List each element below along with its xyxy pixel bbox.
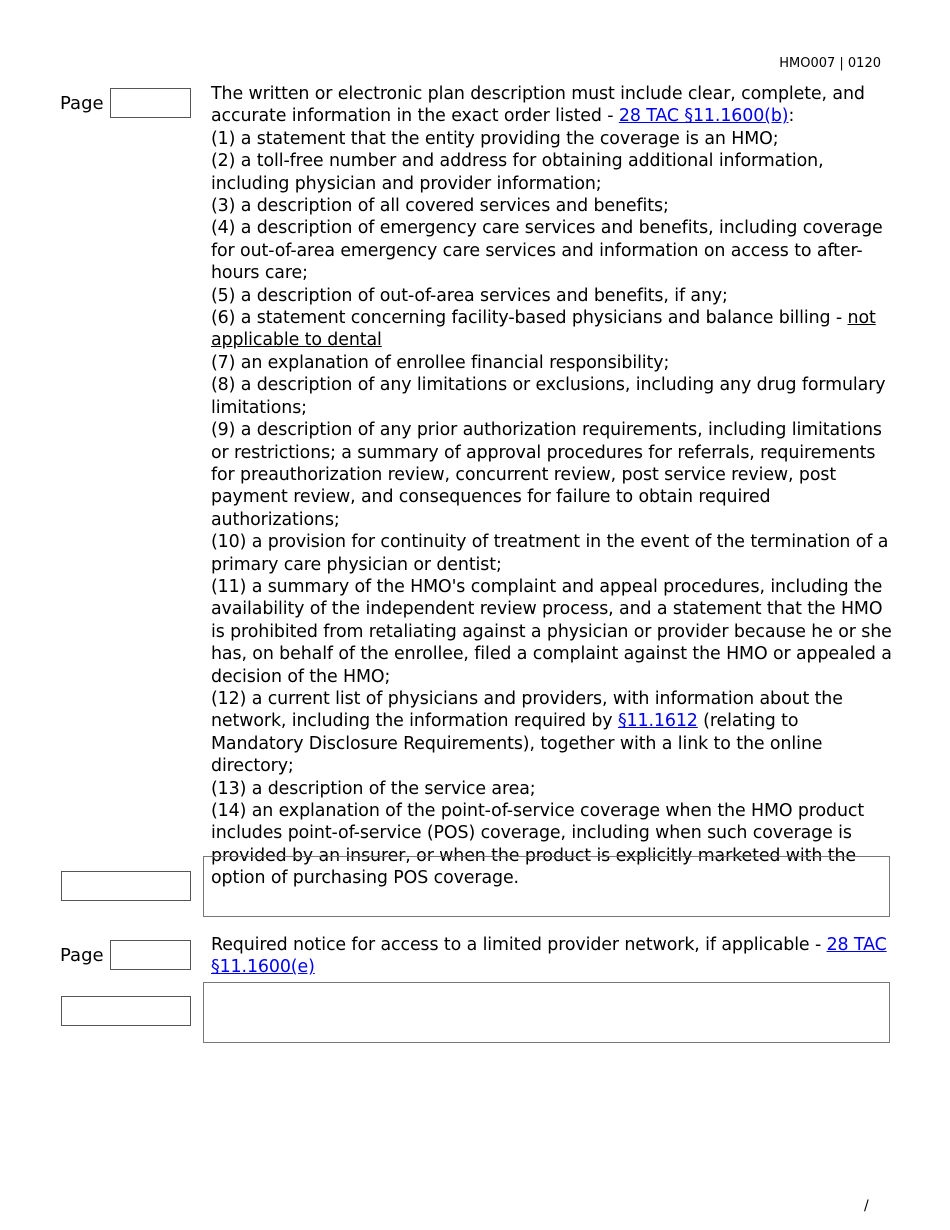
response-code-input-2[interactable] <box>61 996 191 1026</box>
page-label-1: Page <box>60 93 104 114</box>
list-item-11: (11) a summary of the HMO's complaint and appeal procedures, including the availability of the independent review process, and a statement that the HMO is prohibited from retaliating against a physician or provider because he or she has, on behalf of the enrollee, filed a complaint against the HMO or appealed a decision of the HMO; <box>211 576 892 687</box>
section-11-1612-link[interactable]: §11.1612 <box>617 711 698 732</box>
page-footer-mark: / <box>864 1198 869 1214</box>
page-number-input-2[interactable] <box>110 940 191 970</box>
list-item-5: (5) a description of out-of-area services and benefits, if any; <box>211 285 728 306</box>
list-item-9: (9) a description of any prior authorization requirements, including limitations or restrictions; a summary of approval procedures for referrals, requirements for preauthorization review, concurrent review, post service review, post payment review, and consequences for failure to obtain required authorizations; <box>211 420 882 530</box>
page-label-2: Page <box>60 945 104 966</box>
tac-11-1600b-link[interactable]: 28 TAC §11.1600(b) <box>618 106 789 127</box>
response-code-input-1[interactable] <box>61 871 191 901</box>
list-item-2: (2) a toll-free number and address for obtaining additional information, including physician and provider information; <box>211 151 824 194</box>
comment-box-1[interactable] <box>203 856 890 917</box>
page-number-input-1[interactable] <box>110 88 191 118</box>
comment-box-2[interactable] <box>203 982 890 1043</box>
plan-description-requirements <box>211 83 893 890</box>
tac-11-1600e-link[interactable]: 28 TAC §11.1600(e) <box>211 935 887 978</box>
list-item-8: (8) a description of any limitations or exclusions, including any drug formulary limitations; <box>211 375 886 418</box>
list-item-7: (7) an explanation of enrollee financial responsibility; <box>211 352 670 373</box>
list-item-3: (3) a description of all covered services and benefits; <box>211 196 669 217</box>
list-item-1: (1) a statement that the entity providing the coverage is an HMO; <box>211 128 779 149</box>
not-applicable-dental-note: not applicable to dental <box>211 308 876 351</box>
list-item-12: (12) a current list of physicians and providers, with information about the network, including the information required by §11.1612 (relating to Mandatory Disclosure Requirements), together with a link to the online directory; <box>211 688 843 777</box>
list-item-10: (10) a provision for continuity of treatment in the event of the termination of a primary care physician or dentist; <box>211 532 889 575</box>
limited-network-notice: Required notice for access to a limited provider network, if applicable - 28 TAC §11.1600(e) <box>211 935 887 978</box>
form-id: HMO007 | 0120 <box>779 56 881 71</box>
list-item-13: (13) a description of the service area; <box>211 778 536 799</box>
intro-paragraph: The written or electronic plan description must include clear, complete, and accurate information in the exact order listed - 28 TAC §11.1600(b): <box>211 84 865 127</box>
list-item-6: (6) a statement concerning facility-based physicians and balance billing - not applicable to dental <box>211 308 876 351</box>
list-item-14: (14) an explanation of the point-of-service coverage when the HMO product includes point-of-service (POS) coverage, including when such coverage is provided by an insurer, or when the product is explicitly marketed with the option of purchasing POS coverage. <box>211 801 865 889</box>
list-item-4: (4) a description of emergency care services and benefits, including coverage for out-of-area emergency care services and information on access to after-hours care; <box>211 218 883 284</box>
